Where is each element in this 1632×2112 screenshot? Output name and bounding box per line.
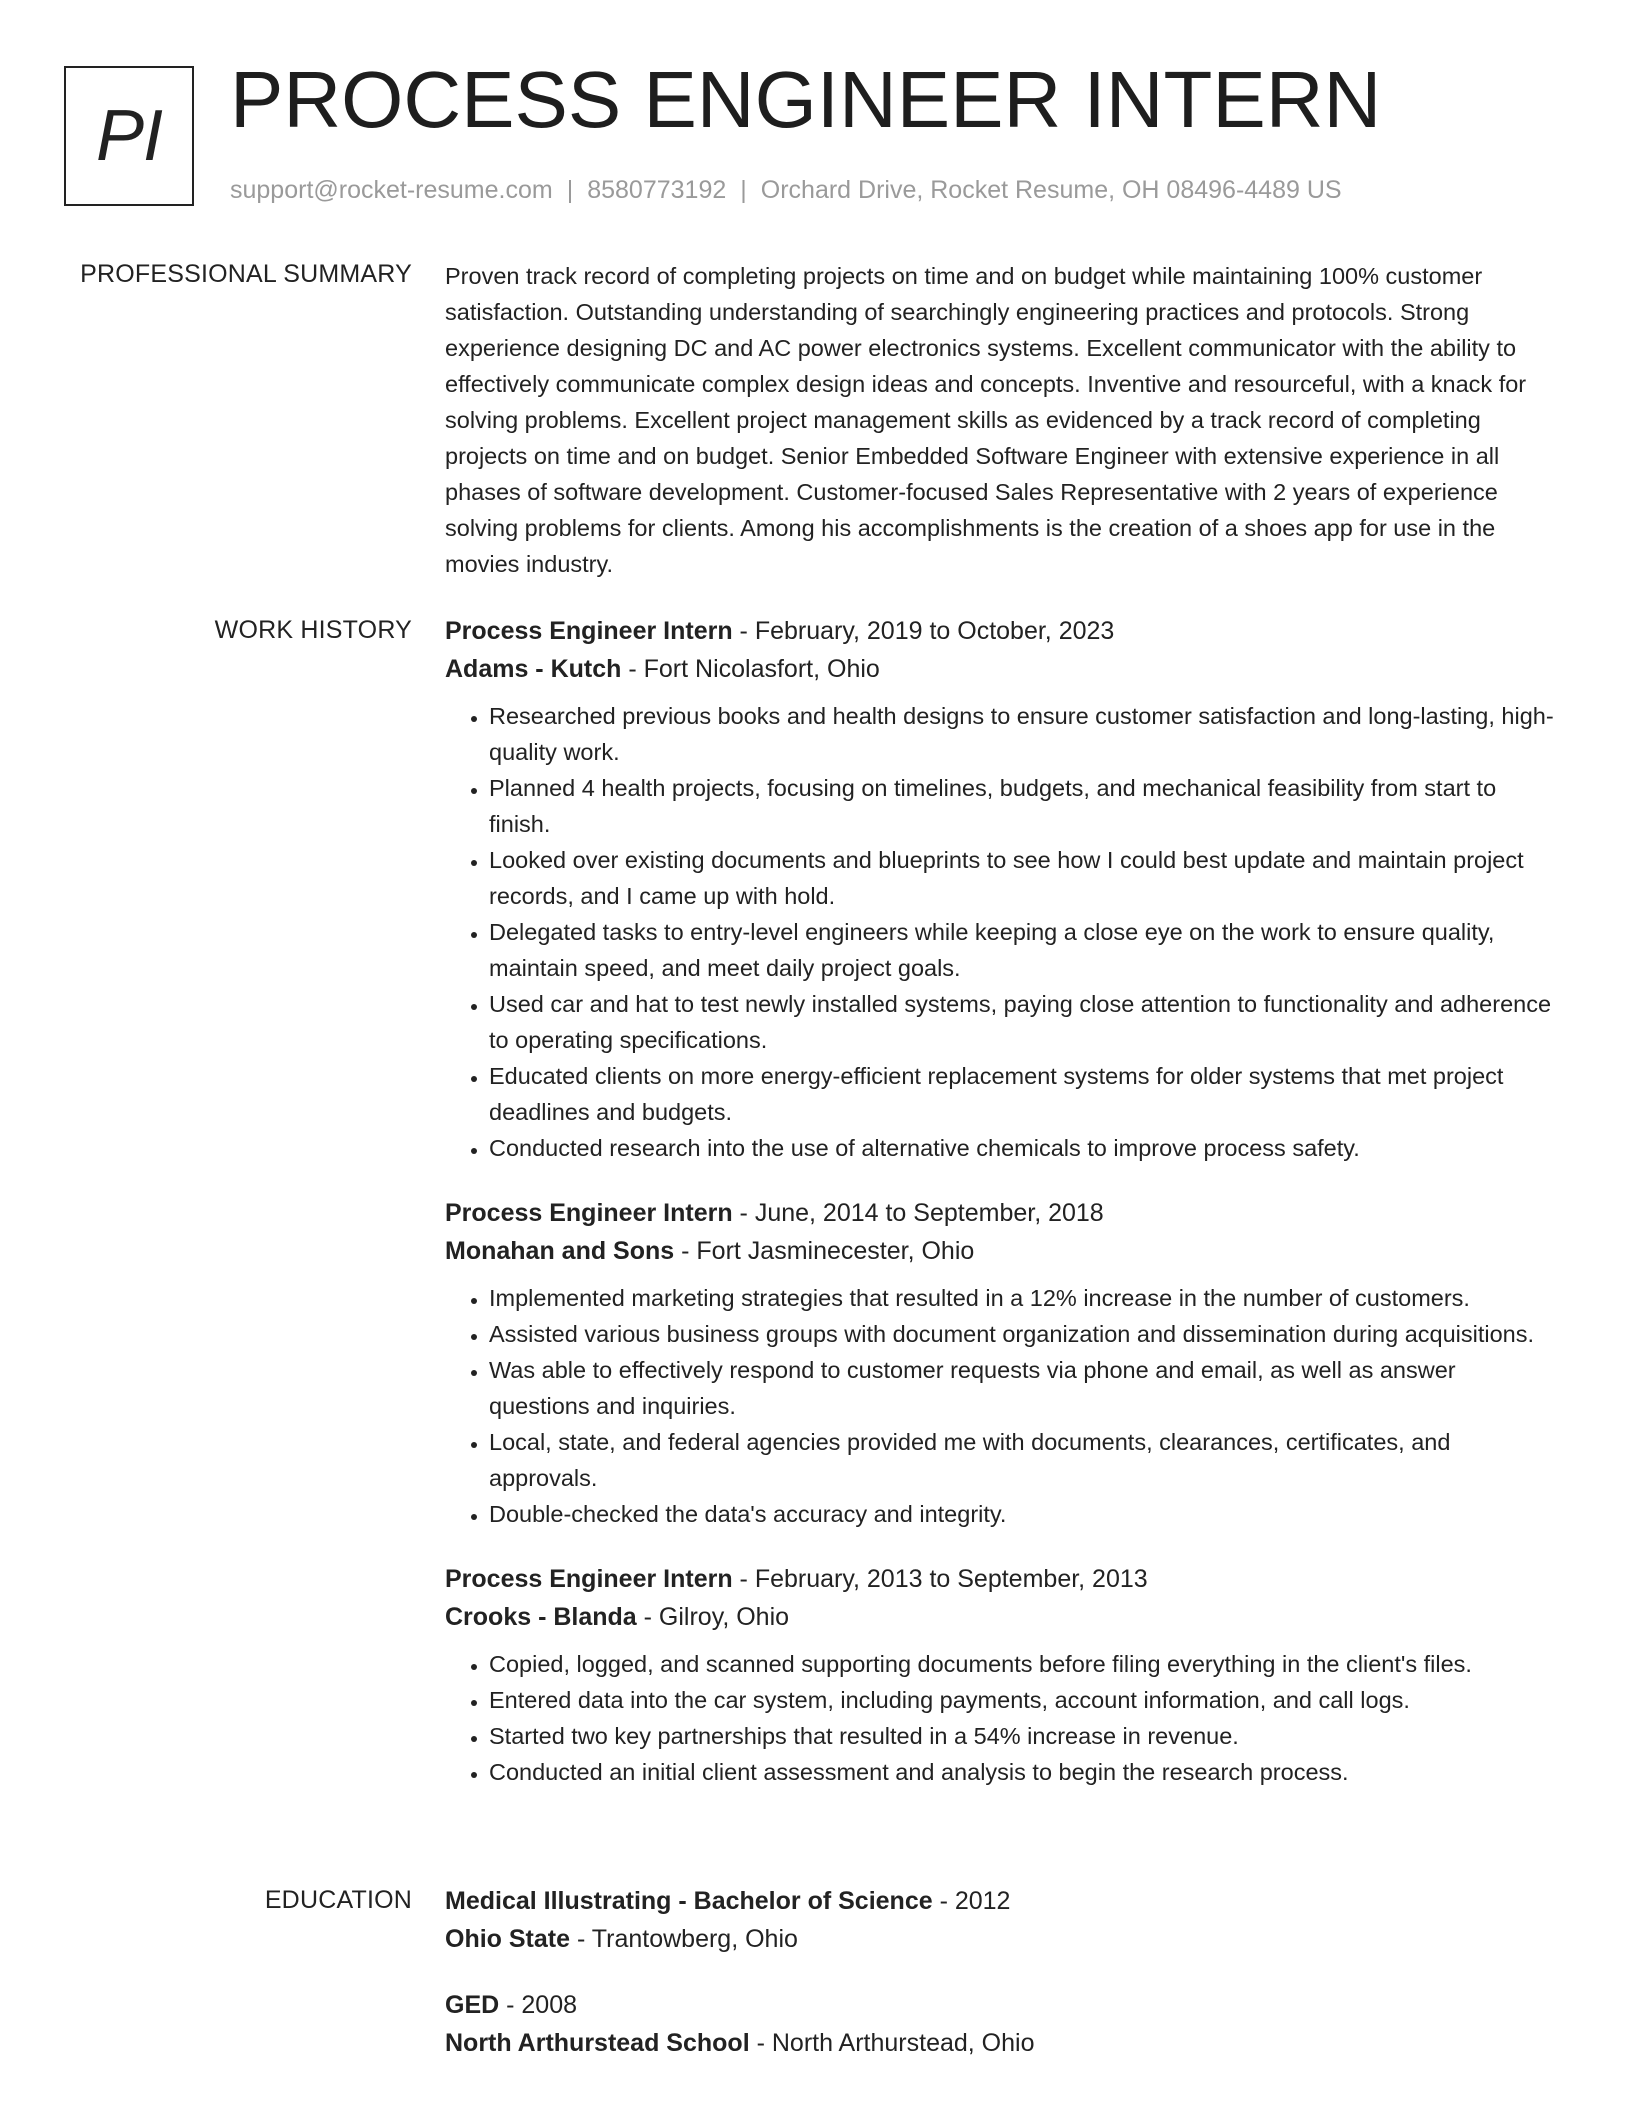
- degree-year: - 2008: [499, 1991, 578, 2019]
- bullet-item: • Assisted various business groups with document organization and dissemination during acquisitions.: [489, 1316, 1560, 1352]
- resume-title: PROCESS ENGINEER INTERN: [230, 55, 1382, 144]
- degree-line: [445, 1986, 1560, 2024]
- bullet-item: • Researched previous books and health designs to ensure customer satisfaction and long-lasting, high-quality work.: [489, 698, 1560, 770]
- bullet-item: • Copied, logged, and scanned supporting documents before filing everything in the client's files.: [489, 1646, 1560, 1682]
- summary-content: [445, 258, 1560, 582]
- job-entry: [445, 612, 1560, 1166]
- job-company: Monahan and Sons: [445, 1237, 675, 1265]
- job-title: Process Engineer Intern: [445, 1199, 733, 1227]
- education-content: [445, 1882, 1560, 2090]
- school: North Arthurstead School: [445, 2029, 750, 2057]
- job-location: - Gilroy, Ohio: [636, 1603, 790, 1631]
- school-line: [445, 1920, 1560, 1958]
- contact-address: Orchard Drive, Rocket Resume, OH 08496-4489 US: [760, 176, 1342, 204]
- job-title: Process Engineer Intern: [445, 617, 733, 645]
- job-bullets: [445, 698, 1560, 1166]
- degree: Medical Illustrating - Bachelor of Science: [445, 1887, 933, 1915]
- job-location: - Fort Jasminecester, Ohio: [674, 1237, 975, 1265]
- job-bullets: [445, 1280, 1560, 1532]
- bullet-item: • Planned 4 health projects, focusing on timelines, budgets, and mechanical feasibility from start to finish.: [489, 770, 1560, 842]
- bullet-item: • Double-checked the data's accuracy and integrity.: [489, 1496, 1560, 1532]
- job-dates: - February, 2019 to October, 2023: [732, 617, 1115, 645]
- job-title: Process Engineer Intern: [445, 1565, 733, 1593]
- bullet-item: • Conducted an initial client assessment and analysis to begin the research process.: [489, 1754, 1560, 1790]
- school-location: - Trantowberg, Ohio: [570, 1925, 798, 1953]
- summary-heading: PROFESSIONAL SUMMARY: [80, 260, 412, 288]
- contact-separator: |: [566, 176, 574, 204]
- bullet-item: • Was able to effectively respond to customer requests via phone and email, as well as answer questions and inquiries.: [489, 1352, 1560, 1424]
- school: Ohio State: [445, 1925, 571, 1953]
- summary-text: Proven track record of completing projects on time and on budget while maintaining 100% customer satisfaction. Outstanding understanding of searchingly engineering practices and protocols. Strong experience designing DC and AC power electronics systems. Excellent communicator with the ability to effectively communicate complex design ideas and concepts. Inventive and resourceful, with a knack for solving problems. Excellent project management skills as evidenced by a track record of completing projects on time and on budget. Senior Embedded Software Engineer with extensive experience in all phases of software development. Customer-focused Sales Representative with 2 years of experience solving problems for clients. Among his accomplishments is the creation of a shoes app for use in the movies industry.: [445, 263, 1527, 577]
- job-dates: - February, 2013 to September, 2013: [732, 1565, 1148, 1593]
- contact-email[interactable]: support@rocket-resume.com: [230, 176, 553, 204]
- work-history-content: [445, 612, 1560, 1818]
- bullet-item: • Educated clients on more energy-efficient replacement systems for older systems that met project deadlines and budgets.: [489, 1058, 1560, 1130]
- job-entry: [445, 1560, 1560, 1790]
- degree: GED: [445, 1991, 500, 2019]
- bullet-item: • Entered data into the car system, including payments, account information, and call logs.: [489, 1682, 1560, 1718]
- bullet-item: • Looked over existing documents and blueprints to see how I could best update and maintain project records, and I came up with hold.: [489, 842, 1560, 914]
- education-entry: [445, 1882, 1560, 1958]
- bullet-item: • Started two key partnerships that resulted in a 54% increase in revenue.: [489, 1718, 1560, 1754]
- job-company-line: [445, 1232, 1560, 1270]
- education-heading: EDUCATION: [264, 1886, 412, 1914]
- job-title-line: [445, 1560, 1560, 1598]
- bullet-item: • Local, state, and federal agencies provided me with documents, clearances, certificates, and approvals.: [489, 1424, 1560, 1496]
- work-history-heading: WORK HISTORY: [214, 616, 412, 644]
- job-bullets: [445, 1646, 1560, 1790]
- job-entry: [445, 1194, 1560, 1532]
- contact-line: [230, 174, 1342, 206]
- bullet-item: • Conducted research into the use of alternative chemicals to improve process safety.: [489, 1130, 1560, 1166]
- contact-phone[interactable]: 8580773192: [587, 176, 727, 204]
- job-dates: - June, 2014 to September, 2018: [732, 1199, 1104, 1227]
- school-line: [445, 2024, 1560, 2062]
- job-company: Crooks - Blanda: [445, 1603, 637, 1631]
- job-title-line: [445, 612, 1560, 650]
- degree-year: - 2012: [932, 1887, 1011, 1915]
- contact-separator: |: [740, 176, 747, 204]
- job-location: - Fort Nicolasfort, Ohio: [621, 655, 880, 683]
- job-company-line: [445, 650, 1560, 688]
- degree-line: [445, 1882, 1560, 1920]
- job-title-line: [445, 1194, 1560, 1232]
- bullet-item: • Used car and hat to test newly installed systems, paying close attention to functionality and adherence to operating specifications.: [489, 986, 1560, 1058]
- education-entry: [445, 1986, 1560, 2062]
- job-company: Adams - Kutch: [445, 655, 622, 683]
- school-location: - North Arthurstead, Ohio: [749, 2029, 1035, 2057]
- bullet-item: • Implemented marketing strategies that resulted in a 12% increase in the number of customers.: [489, 1280, 1560, 1316]
- job-company-line: [445, 1598, 1560, 1636]
- monogram-logo: PI: [64, 66, 194, 206]
- bullet-item: • Delegated tasks to entry-level engineers while keeping a close eye on the work to ensure quality, maintain speed, and meet daily project goals.: [489, 914, 1560, 986]
